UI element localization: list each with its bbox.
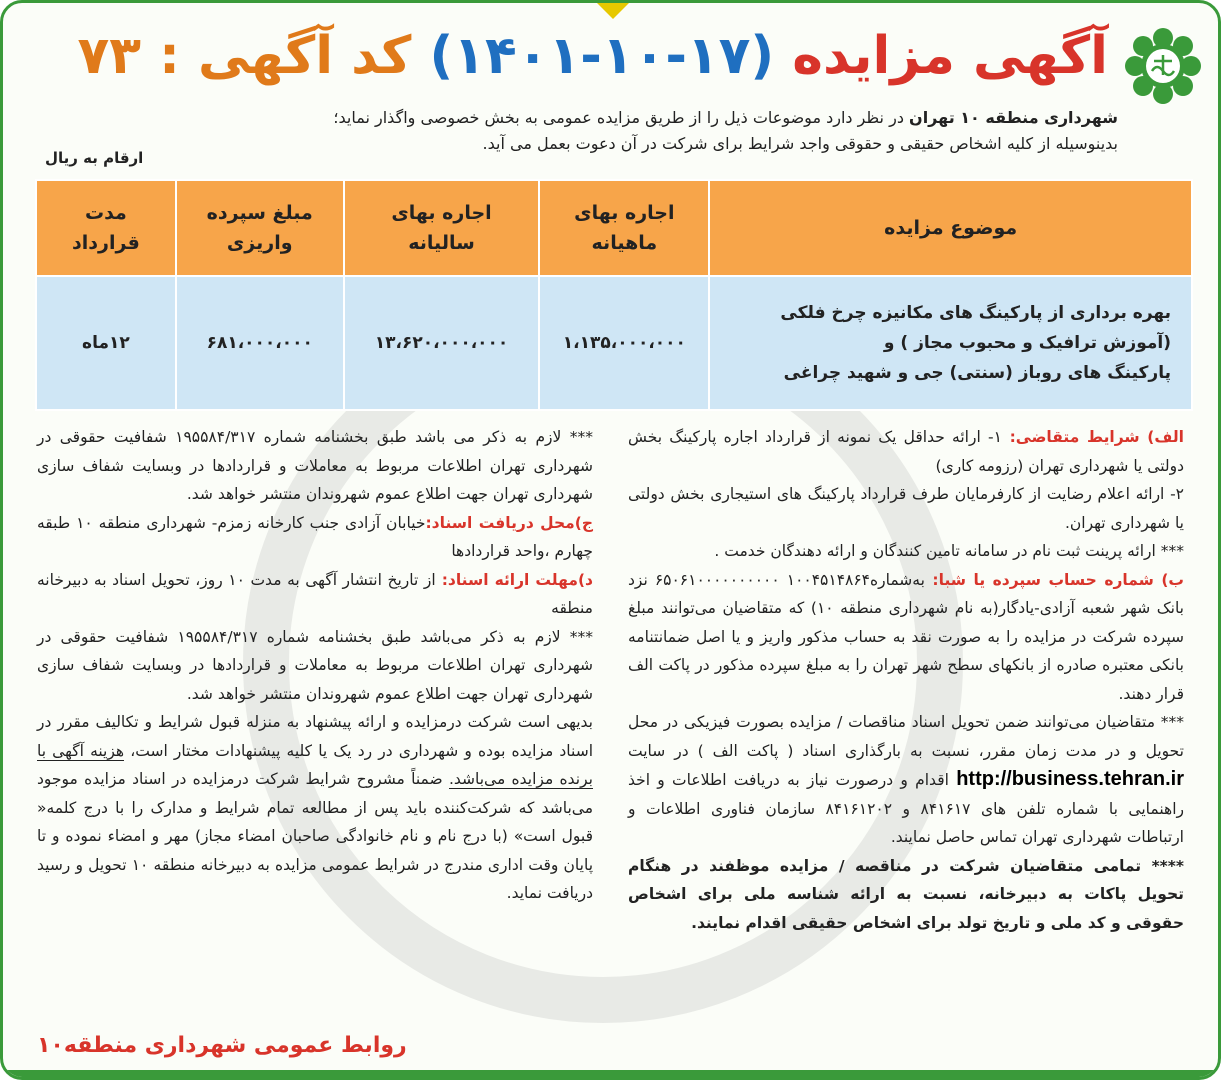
page-title	[77, 21, 1108, 91]
section-b	[628, 566, 1184, 709]
header-duration-2: قرارداد	[72, 232, 140, 254]
intro-line1: در نظر دارد موضوعات ذیل را از طریق مزایده عمومی به بخش خصوصی واگذار نماید؛	[333, 108, 910, 127]
footer-signature: روابط عمومی شهرداری منطقه۱۰	[37, 1033, 407, 1058]
title-code: کد آگهی : ۷۳	[77, 26, 412, 86]
terms-text-b: ضمناً مشروح شرایط شرکت درمزایده در اسناد مزایده موجود می‌باشد که شرکت‌کننده باید پس از مطالعه تمام شرایط و مدارک را با درج کلمه« قبول است» (با درج نام و نام خانوادگی صاحبان امضاء مجاز) مهر و امضاء نموده و تا پایان وقت اداری مندرج در شرایط عمومی مزایده به دبیرخانه منطقه ۱۰ تحویل و رسید دریافت نماید.	[37, 770, 594, 902]
section-c-text: خیابان آزادی جنب کارخانه زمزم- شهرداری منطقه ۱۰ طبقه چهارم ،واحد قراردادها	[37, 513, 593, 560]
header-deposit-2: واریزی	[226, 232, 293, 254]
upload-text-1: *** متقاضیان می‌توانند ضمن تحویل اسناد مناقصات / مزایده بصورت فیزیکی در محل تحویل و در مدت زمان مقرر، نسبت به بارگذاری اسناد ( پاکت الف ) در سایت	[628, 713, 1184, 760]
section-b-text: به‌شماره۱۰۰۴۵۱۴۸۶۴ ۶۵۰۶۱۰۰۰۰۰۰۰۰۰۰ نزد بانک شهر شعبه آزادی-یادگار(به نام شهرداری منطقه ۱۰) که متقاضیان می‌توانند مبلغ سپرده شرکت در مزایده را به صورت نقد به حساب مذکور واریز و یا اصل ضمانتنامه بانکی معتبره صادره از بانکهای سطح شهر تهران را به مبلغ سپرده مذکور در پاکت الف قرار دهند.	[628, 570, 1184, 703]
title-main: آگهی مزایده	[792, 26, 1108, 86]
header-monthly: اجاره بهای ماهیانه	[539, 180, 709, 276]
upload-text-2: اقدام و درصورت نیاز به دریافت اطلاعات و اخذ راهنمایی با شماره تلفن های ۸۴۱۶۱۷ و ۸۴۱۶۱۲۰۲ سازمان فناوری اطلاعات و ارتباطات شهرداری تهران تماس حاصل نمایند.	[628, 771, 1184, 846]
right-column	[628, 423, 1184, 937]
transparency-note-1: *** لازم به ذکر می باشد طبق بخشنامه شماره ۱۹۵۵۸۴/۳۱۷ شفافیت حقوقی در شهرداری تهران اطلاعات مربوط به معاملات و قراردادها در وبسایت شفاف سازی شهرداری تهران جهت اطلاع عموم شهروندان منتشر خواهد شد.	[37, 428, 593, 503]
section-d-heading: د)مهلت ارائه اسناد:	[435, 570, 593, 589]
business-site-link[interactable]: http://business.tehran.ir	[956, 768, 1184, 790]
header-annual	[344, 180, 540, 276]
section-a-item1: ۱- ارائه حداقل یک نمونه از قرارداد اجاره پارکینگ بخش دولتی یا شهرداری تهران (رزومه کاری)	[628, 428, 1184, 475]
terms-paragraph	[37, 708, 593, 908]
section-a	[628, 423, 1184, 480]
header-annual-2: سالیانه	[408, 232, 475, 254]
auction-table	[35, 179, 1193, 411]
section-a-heading: الف) شرایط متقاضی:	[1001, 428, 1184, 446]
section-a-item2: ۲- ارائه اعلام رضایت از کارفرمایان طرف قرارداد پارکینگ های استیجاری بخش دولتی یا شهرداری تهران.	[628, 485, 1184, 532]
subject-line-1: بهره برداری از پارکینگ های مکانیزه چرخ فلکی	[780, 303, 1171, 323]
section-c	[37, 509, 593, 566]
intro-text	[98, 105, 1118, 157]
cell-deposit: ۶۸۱،۰۰۰،۰۰۰	[176, 276, 344, 410]
section-c-heading: ج)محل دریافت اسناد:	[425, 513, 593, 532]
transparency-note-2: *** لازم به ذکر می‌باشد طبق بخشنامه شماره ۱۹۵۵۸۴/۳۱۷ شفافیت حقوقی در شهرداری تهران اطلاعات مربوط به معاملات و قراردادها در وبسایت شفاف سازی شهرداری تهران جهت اطلاع عموم شهروندان منتشر خواهد شد.	[37, 627, 593, 703]
tehran-municipality-logo-icon	[1122, 25, 1204, 107]
section-d-text: از تاریخ انتشار آگهی به مدت ۱۰ روز، تحویل اسناد به دبیرخانه منطقه	[37, 570, 593, 617]
cell-annual: ۱۳،۶۲۰،۰۰۰،۰۰۰	[344, 276, 540, 410]
header-duration-1: مدت	[84, 202, 127, 224]
header-subject: موضوع مزایده	[709, 180, 1192, 276]
intro-line2: بدینوسیله از کلیه اشخاص حقیقی و حقوقی واجد شرایط برای شرکت در آن دعوت بعمل می آید.	[482, 134, 1118, 153]
cell-duration: ۱۲ماه	[36, 276, 176, 410]
table-header-row	[36, 180, 1192, 276]
left-column	[37, 423, 593, 908]
header-deposit	[176, 180, 344, 276]
section-a-item3: *** ارائه پرینت ثبت نام در سامانه تامین کنندگان و ارائه دهندگان خدمت .	[714, 542, 1184, 560]
terms-text-a: بدیهی است شرکت درمزایده و ارائه پیشنهاد به منزله قبول شرایط و تکالیف مقرر در اسناد مزایده بوده و شهرداری در رد یک یا کلیه پیشنهادات مختار است،	[37, 713, 593, 760]
bottom-border	[0, 1070, 1221, 1080]
header-deposit-1: مبلغ سپرده	[206, 202, 313, 224]
subject-line-2: (آموزش ترافیک و محبوب مجاز ) و	[883, 333, 1171, 353]
header-annual-1: اجاره بهای	[391, 202, 492, 224]
section-national-id: **** تمامی متقاضیان شرکت در مناقصه / مزایده موظفند در هنگام تحویل پاکات به دبیرخانه، نسبت به ارائه شناسه ملی برای اشخاص حقوقی و کد ملی و تاریخ تولد برای اشخاص حقیقی اقدام نمایند.	[628, 856, 1184, 932]
cell-monthly: ۱،۱۳۵،۰۰۰،۰۰۰	[539, 276, 709, 410]
section-upload	[628, 708, 1184, 852]
ad-cost-note: هزینه آگهی با برنده مزایده می‌باشد.	[37, 741, 593, 788]
currency-note: ارقام به ریال	[45, 149, 144, 167]
top-notch	[595, 1, 631, 19]
cell-subject	[709, 276, 1192, 410]
intro-org: شهرداری منطقه ۱۰ تهران	[909, 108, 1118, 127]
title-date: (۱۷-۱۰-۱۴۰۱)	[429, 26, 775, 86]
header-duration	[36, 180, 176, 276]
section-b-heading: ب) شماره حساب سپرده یا شبا:	[924, 570, 1185, 589]
section-d	[37, 566, 593, 623]
table-row	[36, 276, 1192, 410]
subject-line-3: پارکینگ های روباز (سنتی) جی و شهید چراغی	[783, 363, 1171, 383]
